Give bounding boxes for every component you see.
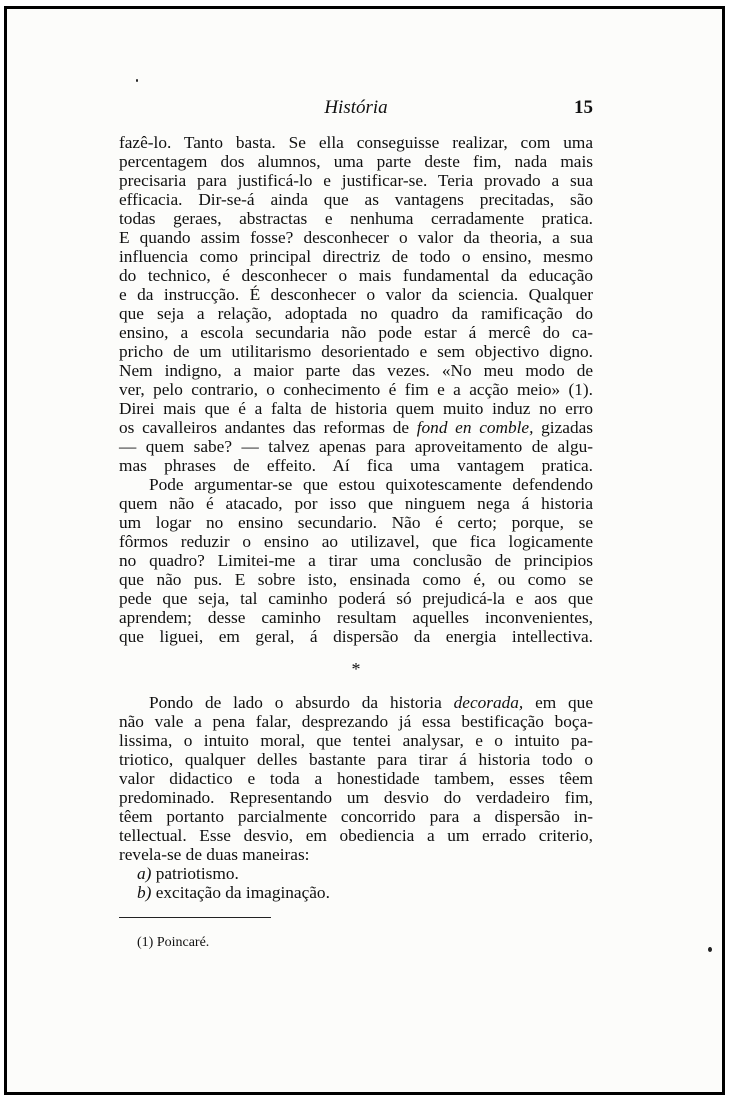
list-marker: b)	[137, 883, 152, 902]
text-line: fôrmos reduzir o ensino ao utilizavel, que fica logicamente	[119, 532, 593, 551]
footnote-marker: (1)	[137, 935, 154, 950]
text-line: Pode argumentar-se que estou quixotescamente defendendo	[149, 475, 593, 494]
text-line: efficacia. Dir-se-á ainda que as vantagens precitadas, são	[119, 190, 593, 209]
footnote-rule	[119, 917, 271, 918]
text-line: triotico, qualquer delles bastante para tirar á historia todo o	[119, 750, 593, 769]
paragraph-2	[119, 475, 593, 646]
text-line: que não pus. E sobre isto, ensinada como é, ou como se	[119, 570, 593, 589]
text-line: não vale a pena falar, desprezando já essa bestificação boça-	[119, 712, 593, 731]
footnote-text: Poincaré.	[156, 935, 210, 950]
text-segment: gizadas	[541, 418, 593, 437]
text-line: predominado. Representando um desvio do verdadeiro fim,	[119, 788, 593, 807]
text-line: um logar no ensino secundario. Não é certo; porque, se	[119, 513, 593, 532]
text-line: que seja a relação, adoptada no quadro da ramificação do	[119, 304, 593, 323]
text-line: quem não é atacado, por isso que ninguem nega á historia	[119, 494, 593, 513]
text-line: têem portanto parcialmente concorrido para a dispersão in-	[119, 807, 593, 826]
text-line: tellectual. Esse desvio, em obediencia a um errado criterio,	[119, 826, 593, 845]
running-title: História	[324, 97, 388, 118]
list-marker: a)	[137, 864, 152, 883]
text-line: aprendem; desse caminho resultam aquelles inconvenientes,	[119, 608, 593, 627]
book-page	[4, 6, 725, 1095]
text-line: pede que seja, tal caminho poderá só prejudicá-la e aos que	[119, 589, 593, 608]
footnote	[137, 935, 209, 951]
text-line: fazê-lo. Tanto basta. Se ella conseguisse realizar, com uma	[119, 133, 593, 152]
text-line: todas geraes, abstractas e nenhuma cerradamente pratica.	[119, 209, 593, 228]
text-line: mas phrases de effeito. Aí fica uma vantagem pratica.	[119, 456, 593, 475]
text-segment: Pondo de lado o absurdo da historia	[149, 693, 442, 712]
text-line: — quem sabe? — talvez apenas para aproveitamento de algu-	[119, 437, 593, 456]
text-line-mixed	[119, 693, 593, 712]
text-line: percentagem dos alumnos, uma parte deste fim, nada mais	[119, 152, 593, 171]
text-line: precisaria para justificá-lo e justificar-se. Teria provado a sua	[119, 171, 593, 190]
text-line: pricho de um utilitarismo desorientado e sem objectivo digno.	[119, 342, 593, 361]
paragraph-1	[119, 133, 593, 475]
text-line: do technico, é desconhecer o mais fundamental da educação	[119, 266, 593, 285]
paragraph-3	[119, 693, 593, 902]
italic-phrase: decorada,	[453, 693, 524, 712]
text-line: e da instrucção. É desconhecer o valor da sciencia. Qualquer	[119, 285, 593, 304]
text-line: no quadro? Limitei-me a tirar uma conclusão de principios	[119, 551, 593, 570]
list-text: excitação da imaginação.	[155, 883, 330, 902]
list-item-a	[119, 864, 593, 883]
text-line: Nem indigno, a maior parte das vezes. «No meu modo de	[119, 361, 593, 380]
page-number: 15	[574, 97, 593, 118]
text-line: ver, pelo contrario, o conhecimento é fim e a acção meio» (1).	[119, 380, 593, 399]
text-line: valor didactico e toda a honestidade tambem, esses têem	[119, 769, 593, 788]
italic-phrase: fond en comble,	[416, 418, 534, 437]
text-line: influencia como principal directriz de todo o ensino, mesmo	[119, 247, 593, 266]
page-header	[119, 97, 593, 121]
list-text: patriotismo.	[155, 864, 239, 883]
section-separator: *	[351, 659, 361, 679]
text-segment: os cavalleiros andantes das reformas de	[119, 418, 410, 437]
text-line: ensino, a escola secundaria não pode estar á mercê do ca-	[119, 323, 593, 342]
text-segment: em que	[535, 693, 593, 712]
print-speck	[136, 79, 138, 82]
print-speck	[708, 947, 712, 952]
text-line: lissima, o intuito moral, que tentei analysar, e o intuito pa-	[119, 731, 593, 750]
text-line: Direi mais que é a falta de historia quem muito induz no erro	[119, 399, 593, 418]
text-line: que liguei, em geral, á dispersão da energia intellectiva.	[119, 627, 593, 646]
text-line: revela-se de duas maneiras:	[119, 845, 310, 864]
text-line: E quando assim fosse? desconhecer o valor da theoria, a sua	[119, 228, 593, 247]
text-line-mixed	[119, 418, 593, 437]
main-text	[119, 133, 593, 646]
list-item-b	[119, 883, 593, 902]
